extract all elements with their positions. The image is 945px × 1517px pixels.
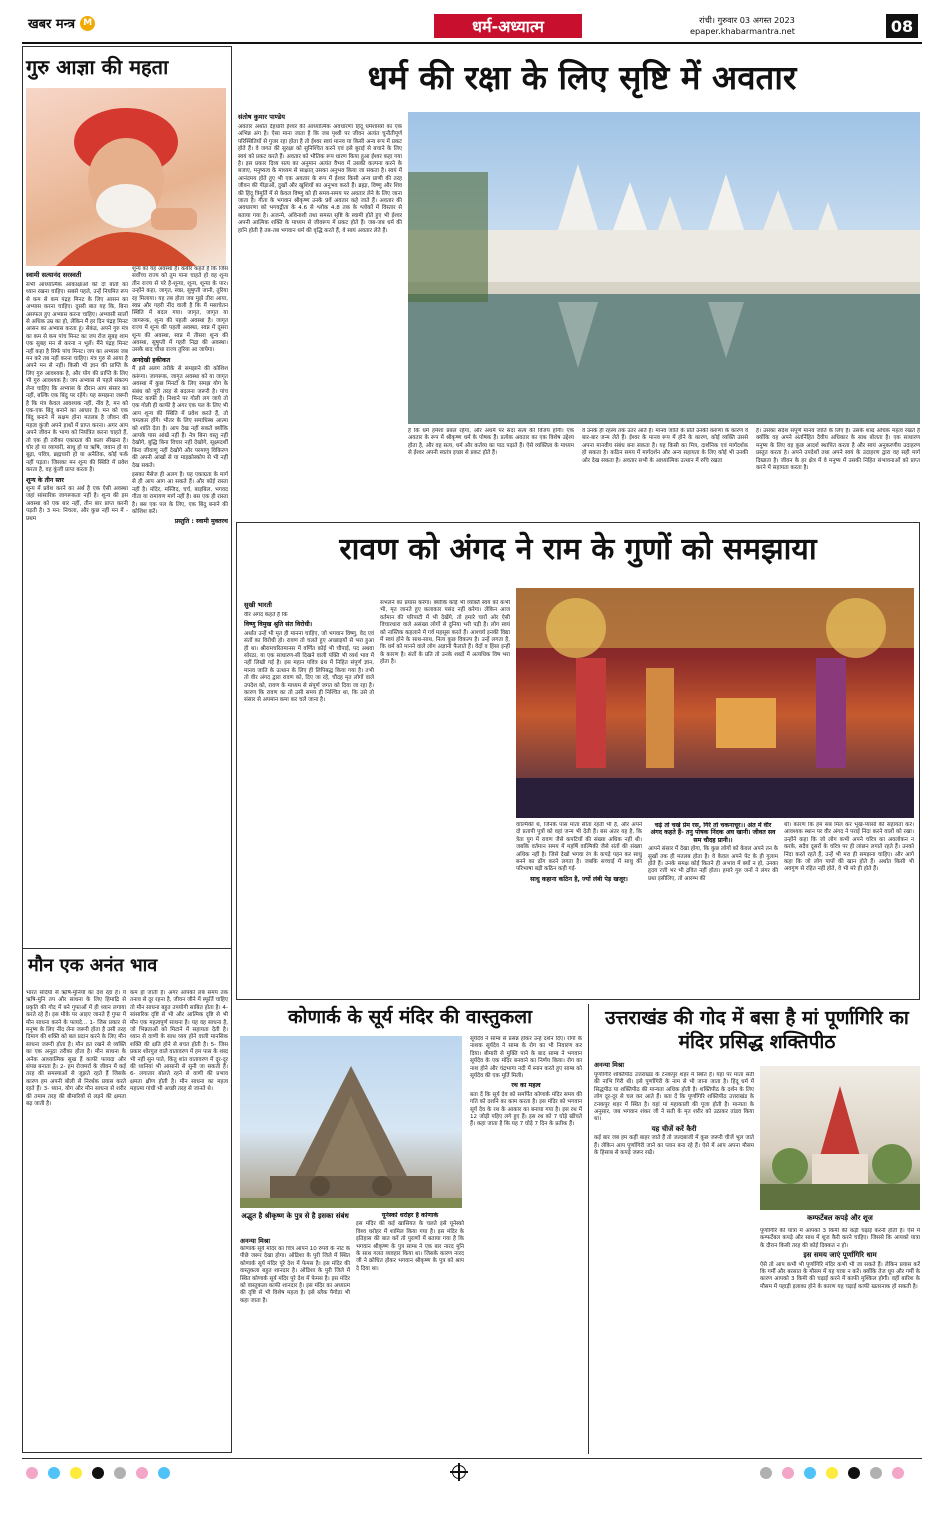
maun-title: मौन एक अनंत भाव	[28, 955, 158, 976]
konark-column-2	[356, 1212, 464, 1450]
section-tag: धर्म-अध्यात्म	[434, 14, 582, 38]
maun-top-rule	[22, 948, 232, 949]
ravan-column-1	[244, 612, 374, 994]
purnagiri-col1-text: पूर्णागिरि शक्तिपीठ उत्तराखंड के टनकपुर शहर में स्थित है। यहां पर माता सती की नाभि गिरी थी। इसे पूर्णागिरी के नाम से भी जाना जाता है। हिंदू धर्म में सिद्धपीठ या शक्तिपीठ की मान्यता अधिक होती है। शक्तिपीठ के दर्शन के लिए लोग दूर-दूर से चल कर आते हैं। बता दें कि पूर्णागिरि शक्तिपीठ उत्तराखंड के टनकपुर शहर में स्थित है। यहां मां महाकाली की पूजा होती है। मान्यता के अनुसार, जब भगवान शंकर जी ने सती के मृत शरीर को उठाकर तांडव किया था।	[594, 1072, 754, 1123]
dateline	[690, 15, 795, 36]
color-dot-icon	[782, 1467, 794, 1479]
color-dot-icon	[892, 1467, 904, 1479]
konark-column-1	[240, 1246, 350, 1450]
avatar-title: धर्म की रक्षा के लिए सृष्टि में अवतार	[367, 58, 797, 97]
guru-col1b-text: शून्य में प्रवेश करने का अर्थ है एक ऐसी अवस्था जहां सांसारिक जागरूकता नहीं है। शून्य की इस अवस्था को एक बार नहीं, तीन बार प्राप्त करनी पड़ती है। 3 मन: निचला, और कुछ नहीं मन में - प्रथम	[26, 485, 128, 522]
avatar-col3-text: वे उनके ही रहस्य तक उतर आते हैं। मानव जाति के प्रति उनकी करुणा के कारण वे बार-बार जन्म लेते हैं। ईश्वर के मानव रूप में होने के कारण, कोई व्यक्ति उससे अपना मानवीय संबंध बना सकता है। यह किसी का मित्र, दार्शनिक एवं मार्गदर्शक हो सकता है। कठिन समय में मार्गदर्शन और अन्य सहायता के लिए कोई भी उनकी ओर देख सकता है। अवतार सभी के आध्यात्मिक उत्थान में रुचि रखता	[582, 428, 748, 464]
purnagiri-col1b-text: कई बार जब हम कहीं बाहर जाते हैं तो जल्दबाजी में कुछ जरूरी चीजें भूल जाते हैं। लेकिन आप पूर्णागिरी जाने का प्लान बना रहे हैं। ऐसे में आप अपना मौसम के हिसाब से कपड़े जरूर रखें।	[594, 1135, 754, 1157]
ravan-col5-text: थी। कारण कि हम सब मिल कर भूखे-प्यासों की सहायता करें। आवश्यक स्थान पर वीर अंगद ने पराई निंदा करने वालों को रखा। उन्होंने कहा कि जो लोग कभी अपने चरित्र का अवलोकन न करके, सदैव दूसरों के चरित्र पर ही लांछन लगाते रहते हैं। उनको निंदा करते रहते हैं, उन्हें भी मरा ही समझना चाहिए। और आगे कहा कि जो लोग पापों की खान होते हैं। अर्थात किसी भी अवगुण से रहित नहीं होते, वे भी मरे ही होते हैं।	[784, 822, 914, 873]
guru-credit: प्रस्तुति : स्वामी मुक्तरथ	[174, 518, 228, 526]
ravan-byline: सुखी भारती	[244, 601, 272, 609]
brand-logo	[28, 14, 95, 32]
guru-subhead-2: अनदेखी हकीकत	[132, 356, 171, 364]
guru-col1-text: सभी आध्यात्मिक आकांक्षाओं को दो बातों का ध्यान रखना चाहिए। सबसे पहले, उन्हें नियमित रूप से कम से कम पंद्रह मिनट के लिए आसन का अभ्यास करना चाहिए। दूसरी बात यह कि, बिना असफल हुए अभ्यास करना चाहिए। अभ्यासी सालों से अधिक उम्र का हो, लेकिन मैं हर दिन पंद्रह मिनट आसन का अभ्यास करता हूं। सेकंड, अपने गुरु मंत्र का कम से कम पांच मिनट का जप रोज सुबह शाम एक सुबह मन से करना न भूलें। मैंने पंद्रह मिनट नहीं कहा है सिर्फ पांच मिनट। जप का अभ्यास जब मन करे तब नहीं करना चाहिए। मंत्र गुरु से आया है अपने मन से नहीं। किसी भी ज्ञान की प्राप्ति के लिए गुरु आवश्यक है, और योग की प्राप्ति के लिए भी गुरु आवश्यक है। जप अभ्यास से पहले संकल्प लेना चाहिए कि अभ्यास के दौरान आप संसार का नहीं, बल्कि एक बिंदु पर रहेंगे। यह समझना जरूरी है कि मंत्र केवल आवश्यक नहीं, नींव है, मन को एक-एक बिंदु बनाने का आधार है। मन को एक बिंदु बनाने में सक्षम होना मतलब है जीवन की महत्व कुंजी अपने हाथों में प्राप्त करना। अगर आप अपने जीवन के भाग्य को नियंत्रित करना चाहते हैं, तो एक ही तरीका एकाग्रता की कला सीखना है। चोर हो या व्यापारी, साधु हो या ऋषि, जवान हो या बूढ़ा, पवित्र, ब्रह्मचारी हो या अनैतिक, कोई फर्क नहीं पड़ता। जिसका मन शून्य की स्थिति में प्रवेश करता है, वह कुंजी प्राप्त करता है।	[26, 282, 128, 474]
purnagiri-col2b-text: ऐसे तो आप कभी भी पूर्णागिरि मंदिर कभी भी जा सकते हैं। लेकिन प्रयास करें कि गर्मी और बरसात के मौसम में यह यात्रा न करें। क्योंकि तेज धूप और गर्मी के कारण आपको 3 किमी की चढ़ाई करने में काफी मुश्किल होगी। वहीं बारिश के मौसम में पहाड़ी इलाका होने के कारण यह चढ़ाई काफी खतरनाक हो सकती है।	[760, 1261, 920, 1290]
color-dot-icon	[158, 1467, 170, 1479]
color-dot-icon	[760, 1467, 772, 1479]
avatar-col2-text: है कि धर्म हमेशा प्रबल रहेगा, और अधर्म पर सदा सत्य की विजय होगी। एक अवतार के रूप में श्रीकृष्ण धर्म के पोषक हैं। प्रत्येक अवतार का एक विशेष उद्देश्य होता है, और वह सत्य, धर्म और कर्तव्य का पाठ पढ़ाते हैं। ऐसे व्यक्तित्व के माध्यम से ईश्वर अपनी स्वतंत्र इच्छा से प्रकट होते हैं।	[408, 428, 574, 457]
color-dot-icon	[870, 1467, 882, 1479]
color-dot-icon	[848, 1467, 860, 1479]
purnagiri-subhead: यह चीजें करें कैरी	[651, 1124, 697, 1133]
guru-col2c-text: इसका मैसेज ही अलग है। यह एकाग्रता के मार्ग से ही आप आग आ सकते हैं। और कोई रास्ता नहीं है। मंदिर, मस्जिद, चर्च, बाइबिल, भगवद गीता या रामायण मार्ग नहीं है। बस एक ही रास्ता है। बस एक पल के लिए, एक बिंदु बनाने की कोशिश करें।	[132, 471, 228, 515]
avatar-column-3	[582, 428, 748, 514]
color-dot-icon	[826, 1467, 838, 1479]
footer-rule	[22, 1458, 922, 1459]
temple-lake-image	[408, 112, 920, 424]
ramlila-stage-image	[516, 588, 914, 818]
masthead	[28, 14, 918, 40]
color-dot-icon	[48, 1467, 60, 1479]
konark-subhead: यूनेस्को धरोहर है कोणार्क	[381, 1212, 439, 1219]
maun-column-2	[130, 990, 228, 1448]
ravan-column-5	[784, 822, 914, 994]
header-rule	[22, 42, 922, 44]
registration-mark-icon	[452, 1465, 466, 1479]
purnagiri-photo	[760, 1066, 920, 1210]
color-dot-icon	[70, 1467, 82, 1479]
color-bar-left	[26, 1466, 206, 1480]
color-dot-icon	[114, 1467, 126, 1479]
purnagiri-byline: अनन्या मिश्रा	[594, 1061, 625, 1069]
konark-byline: अनन्या मिश्रा	[240, 1237, 271, 1245]
purnagiri-title: उत्तराखंड की गोद में बसा है मां पूर्णागिरि का मंदिर प्रसिद्ध शक्तिपीठ	[605, 1007, 909, 1053]
konark-col3-text: सूर्यदेव ने साम्ब से प्रसन्न होकर उन्हें दर्शन दिए। रोगों के नाशक सूर्यदेव ने साम्ब के रोग का भी निवारण कर दिया। बीमारी से मुक्ति पाने के बाद साम्ब ने भगवान सूर्यदेव के एक मंदिर बनवाने का निर्णय किया। रोग का नाश होने और चंद्रभागा नदी में स्नान करते हुए साम्ब को सूर्यदेव की एक मूर्ति मिली।	[470, 1036, 582, 1080]
maun-column-1	[26, 990, 126, 1448]
guru-portrait-image	[26, 88, 226, 266]
avatar-temple-photo	[408, 112, 920, 424]
ravan-col2-text: संभलने का प्रयास करेगा। क्योंकि कोई भी व्यक्ति स्वयं को कभी भी, मृत जानते हुए कलाकार पसंद नहीं करेगा। लेकिन आज वर्तमान की परिपाटी में भी देखेंगे, तो हमारे चारों ओर ऐसी विचारधारा वाले असंख्य लोगों से दुनिया भरी पड़ी है। लोग स्वयं को नास्तिक कहलाने में गर्व महसूस करते हैं। आश्चर्य इनकी विद्या में स्वयं होने के साथ-साथ, नित्य कुछ विकल्प है। उन्हें लगता है, कि धर्म को मानने वाले लोग अज्ञानी फैलाते हैं। वेदों व हिंसा इन्हीं के कारण है। संतों के प्रति तो उनके शब्दों में अत्यधिक विष भरा होता है।	[380, 600, 510, 666]
color-dot-icon	[92, 1467, 104, 1479]
page-number: 08	[886, 14, 918, 38]
guru-col2b-text: मैं इसे अलग तरीके से समझाने की कोशिश करूंगा। जागरूक, जागृत अवस्था को या जागृत अवस्था में कुछ मिनटों के लिए समझ योग के संबंध को पूरी तरह से बदलना जरूरी है। पांच मिनट काफी है। निशाने पर गोली लग जाये तो एक गोली ही काफी है अगर एक पल के लिए भी आप शून्य की स्थिति में प्रवेश करते हैं, तो चमत्कार होंगे। भीतर के लिए समाधिस्थ आत्मा को शांति देता है। आप देख नहीं सकते क्योंकि आपके पास आंखें नहीं हैं। नेत्र बिना वस्तु नहीं देखोगे, बुद्धि बिना विचार नहीं देखोगे, सूक्ष्मदर्शी बिना जीवाणु नहीं देखोगे और परमाणु विकिरण की अपनी आंखों से या माइक्रोस्कोप से भी नहीं देख सकते।	[132, 366, 228, 469]
ravan-title: रावण को अंगद ने राम के गुणों को समझाया	[339, 532, 817, 567]
konark-caption: अद्भुत है श्रीकृष्ण के पुत्र से है इसका संबंध	[241, 1212, 349, 1220]
konark-photo	[240, 1036, 462, 1208]
avatar-col1-text: अवतार अर्थात देहधारी ईश्वर की आध्यात्मिक अवधारणा हिंदू धर्मशास्त्रों का एक अभिन्न अंग है। ऐसा माना जाता है कि जब पृथ्वी पर जीवन अत्यंत चुनौतीपूर्ण परिस्थितियों से गुजर रहा होता है तो ईश्वर स्वयं मानव या किसी अन्य रूप में प्रकट होते हैं। वे जगत की सुरक्षा को सुनिश्चित करने एवं इसे बुराई से बचाने के लिए स्वयं को प्रकट करते हैं। अवतार को भौतिक रूप धारण किया हुआ ईश्वर कहा गया है। इस प्रकार दिव्य सत्य का अनुमान अत्यंत वैभव में उसकी कल्पना करने के बजाए, मनुष्यत्व के माध्यम से साक्षात् उसका अनुभव किया जा सकता है। स्वयं में आनंदमय होते हुए भी एक अवतार के रूप में ईश्वर किसी अन्य प्राणी की तरह जीवन की पीड़ाओं, दुखों और खुशियों का अनुभव करते हैं। ब्रह्मा, विष्णु और शिव की हिंदू त्रिमूर्ति में से केवल विष्णु को ही समय-समय पर अवतार लेने के लिए जाना जाता है। गीता के भगवान श्रीकृष्ण उनके 9वें अवतार कहे जाते हैं। अवतार की अवधारणा को भगवद्गीता के 4.6 से श्लोक 4.8 तक के श्लोकों में विस्तार से बताया गया है। अजन्मे, अविनाशी तथा समस्त सृष्टि के स्वामी होते हुए भी ईश्वर अपनी आत्मिक शक्ति के माध्यम से जीवरूप में प्रकट होते हैं। जब-जब धर्म की हानि होती है तब-तब भगवान धर्म की वृद्धि करते हैं, वे स्वयं अवतार लेते हैं।	[238, 124, 402, 234]
konark-col1-text: कोणार्क सूर्य मंदिर का चित्र आपने 10 रुपये के नोट के पीछे जरूर देखा होगा। ओडिशा के पुरी जिले में स्थित कोणार्क सूर्य मंदिर पूरे देश में फेमस है। इस मंदिर की वास्तुकला बहुत शानदार है। ओडिशा के पुरी जिले में स्थित कोणार्क सूर्य मंदिर पूरे देश में फेमस है। इस मंदिर को वास्तुकला काफी शानदार है। इस मंदिर का अध्यात्म की दृष्टि से भी विशेष महत्व है। इसे ब्लैक पैगोडा भी कहा जाता है।	[240, 1246, 350, 1304]
color-dot-icon	[804, 1467, 816, 1479]
maun-col2-text: कम हो जाती है। अगर आपको लंबे समय तक तनाव से दूर रहना है, जीवन जीने में स्फूर्ति चाहिए तो मौन साधना बहुत उपयोगी साबित होता है। 4- सांसारिक दृष्टि से भी और आत्मिक दृष्टि से भी मौन एक महत्वपूर्ण साधना है। यह वह साधना है, जो भिन्नताओं को मिटाने में सहायता देती है। ध्यान से वाणी के साथ व्यय होने वाली मानसिक शक्ति की क्षति होने से बचत होती है। 5- जिस प्रकार शोरगुल वाले वातावरण में हम पास के शब्द भी नहीं सुन पाते, किंतु शांत वातावरण में दूर-दूर की ध्वनियां भी आसानी से सुनी जा सकती हैं। 6- लगातार बोलते रहने से वाणी की प्रभाव क्षमता क्षीण होती है। मौन साधना का महत्व महात्मा गांधी भी अच्छी तरह से जानते थे।	[130, 990, 228, 1093]
purnagiri-col2-text: पूर्णागिरि की यात्रा में आपको 3 किमी की कड़ी चढ़ाई करनी होती है। ऐसे में कम्फर्टेबल कपड़े और साथ में शूज कैरी करने चाहिए। जिससे कि आपको यात्रा के दौरान किसी तरह की कोई दिक्कत न हो।	[760, 1228, 920, 1249]
purnagiri-caption: कम्फर्टेबल कपड़े और शूज	[807, 1214, 873, 1222]
avatar-column-2	[408, 428, 574, 514]
ravan-quote: विष्णु विमुख श्रुति संत विरोधी।	[244, 621, 313, 629]
guru-title: गुरु आज्ञा की महता	[26, 55, 169, 79]
avatar-column-4	[756, 428, 920, 514]
ravan-column-4	[648, 822, 778, 994]
ravan-col4-text: आपने संसार में देखा होगा, कि कुछ लोगों को केवल अपने तन के सुखों तक ही मतलब होता है। वे केवल अपने पेट के ही गुलाम होते हैं। उनके समक्ष कोई कितने ही अभाव में क्यों न हो, उनका हृदय रत्ती भर भी द्रवित नहीं होता। हमारे गुरु जनों ने लंगर की प्रथा इसीलिए, तो आरम्भ की	[648, 846, 778, 882]
konark-subhead-2: रथ का महत्व	[511, 1082, 541, 1090]
date-text: रांची। गुरुवार 03 अगस्त 2023	[699, 15, 795, 25]
ravan-column-3	[516, 822, 642, 994]
color-bar-right	[760, 1466, 940, 1480]
konark-title: कोणार्क के सूर्य मंदिर की वास्तुकला	[287, 1006, 533, 1028]
ravan-verse-2: चढ़े तो चखे प्रेम रस, गिरे तो चकनाचूर।। अंत में वीर अंगद कहते हैं- तनु पोषक निंदक अघ खानी। जीवत सव सम चौदह प्रानी।।	[650, 822, 776, 844]
guru-col2-text: शून्य का यह अवस्था है। कबीर कहते हैं कि जिस सर्वोच्च राज्य को तुम पाना चाहते हो वह शून्य तीन राज्य से परे है-शून्या, शून्य, शून्या के पार। उन्होंने कहा, जागृत, स्वप्न, सुषुप्ती जानी, तुरिया रह मिलाया। यह तब होता जब मुझे तीरा आया, स्वप्न और गहरी नींद वाली है कि मैं मसाचेतन स्थिति में बदल गया। जागृत, जागृत या जागरूक, शून्य की पहली अवस्था है। जागृत राज्य में शून्य की पहली अवस्था, स्वप्न में दूसरा शून्य की अवस्था, स्वप्न में तीसरा शून्य की अवस्था, सुषुप्ती में गहरी निद्रा की अवस्था। उसके बाद चौथा राज्य तुरिया आ जायेगा।	[132, 266, 228, 354]
konark-column-3	[470, 1036, 582, 1450]
guru-byline: स्वामी सत्यानंद सरस्वती	[26, 271, 82, 279]
color-dot-icon	[26, 1467, 38, 1479]
guru-photo	[26, 88, 226, 266]
purnagiri-column-2	[760, 1228, 920, 1450]
purnagiri-column-1	[594, 1072, 754, 1450]
guru-column-1	[26, 282, 128, 844]
avatar-column-1	[238, 124, 402, 514]
ravan-verse-1: साधु कहाना कठिन है, ज्यों लंबी पेड़ खजूर।	[530, 875, 628, 883]
ravan-col1-text: अर्थात उन्हें भी मृत ही मानना चाहिए, जो भगवान विष्णु, वेद एवं संतों का विरोधी हो। रावण तो चलते हुए अच्छाइयों से भरा हुआ ही था। श्रीरामचरितमानस में वर्णित कोई भी चौपाई, पद अथवा सोरठा, या एक साधारण-सी दिखने वाली पंक्ति भी व्यर्थ भाव में नहीं लिखी गई है। इस महान पवित्र ग्रंथ में निहित संपूर्ण ज्ञान, मानव जाति के उत्थान के लिए ही लिपिबद्ध किया गया है। तभी तो वीर अंगद द्वारा रावण को, दिए जा रहे, चौदह मृत लोगों वाले उपदेश को, रावण के माध्यम से संपूर्ण जगत को दिया जा रहा है। कारण कि रावण का तो उसी समय ही निश्चित था, कि उसे तो संसार से अपमान कमा कर चले जाना है।	[244, 630, 374, 704]
ravan-col3-text: वाल्मिकी थे, जिनके पास माता सीता रहती भी हैं, और अपने दो प्रतापी पुत्रों को वहां जन्म भी देती हैं। बस अंतर यह है, कि त्रेता युग में रावण जैसे कपटियों की संख्या अधिक नहीं थी। जबकि वर्तमान समय में महर्षि वाल्मिकी जैसे संतों की संख्या अधिक नहीं है। जिसे देखो भगवा रंग के कपड़े पहन कर साधु बनने का ढोंग करने लगता है। जबकि सच्चाई में साधु की परिभाषा बड़ी कठिन कही गई-	[516, 822, 642, 873]
konark-col2-text: इस मंदिर की कई खासियत के चलते इसे यूनेस्को विश्व धरोहर में शामिल किया गया है। इस मंदिर के इतिहास की बात करें तो पुराणों में बताया गया है कि भगवान श्रीकृष्ण के पुत्र साम्ब ने एक बार नारद मुनि के साथ गलत व्यवहार किया था। जिसके कारण नारद जी ने क्रोधित होकर भगवान श्रीकृष्ण के पुत्र को श्राप दे दिया था।	[356, 1221, 464, 1272]
ravan-lead: वीर अंगद कहते हैं कि	[244, 612, 288, 618]
avatar-byline: संतोष कुमार पाण्डेय	[238, 113, 285, 121]
purnagiri-subhead-2: इस समय जाएं पूर्णागिरि धाम	[803, 1251, 877, 1260]
avatar-col4-text: है। उसका संदेश संपूर्ण मानव जाति के लिए है। उसके शब्द अधिक महत्व रखते हैं क्योंकि वह अपने अंतर्निहित दैवीय अधिकार के साथ बोलता है। एक साधारण मनुष्य के लिए वह कुछ आदर्श स्थापित करता है और स्वयं अनुकरणीय उदाहरण प्रस्तुत करता है। अपने उपदेशों तथा अपने स्वयं के उदाहरण द्वारा वह सही मार्ग दिखाता है। जीवन के हर क्षेत्र में वे मनुष्य में उसकी निहित संभावनाओं को प्राप्त करने में सहायता करता है।	[756, 428, 920, 472]
ravan-column-2	[380, 600, 510, 994]
brand-badge-icon: M	[80, 16, 95, 31]
maun-col1-text: भारत सदियों से ऋषि-मुनियों का देश रहा है। ये ऋषि-मुनि तप और साधना के लिए हिमाद्रि से प्रकृति की गोद में बने गुफाओं में ही ध्यान लगाया करते रहे हैं। इस मौके पर आइए जानते हैं गुफा में मौन साधना करने के फायदे... 1- जिस प्रकार से मनुष्य के लिए नींद लेना जरूरी होता है उसी तरह दिमाग की शक्ति को बल प्रदान करने के लिए मौन साधना जरूरी होता है। मौन व्रत रखने से व्यक्ति का एक अनूठा तरीका होता है। मौन साधना के अनेक आध्यात्मिक सुख हैं काफी फायदा और संपन्न बनाता है। 2- हम रोजमर्रा के जीवन में कई तरह की समस्याओं से जूझते रहते हैं जिसके कारण हम अपनी बोली से निरर्थक प्रयास करते रहते हैं। 3- ध्यान, योग और मौन साधना से शरीर की तमाम तरह की बीमारियों से लड़ने की क्षमता बढ़ जाती है।	[26, 990, 126, 1108]
konark-divider	[588, 1004, 589, 1454]
site-url: epaper.khabarmantra.net	[690, 25, 795, 36]
guru-subhead-1: शून्य के तीन स्तर	[26, 476, 64, 484]
purnagiri-temple-image	[760, 1066, 920, 1210]
color-dot-icon	[136, 1467, 148, 1479]
brand-name: खबर मन्त्र	[28, 17, 76, 32]
guru-column-2	[132, 266, 228, 844]
ravan-stage-photo	[516, 588, 914, 818]
konark-col3b-text: बता दें कि सूर्य देव को समर्पित कोणार्क मंदिर समय की गति को दर्शाने का काम करता है। इस मंदिर को भगवान सूर्य देव के रथ के आकार का बनाया गया है। इस रथ में 12 जोड़ी पहिए लगे हुए हैं। इस रथ को 7 घोड़े खींचते हैं। कहा जाता है कि यह 7 घोड़े 7 दिन के प्रतीक हैं।	[470, 1091, 582, 1128]
sun-temple-image	[240, 1036, 462, 1208]
